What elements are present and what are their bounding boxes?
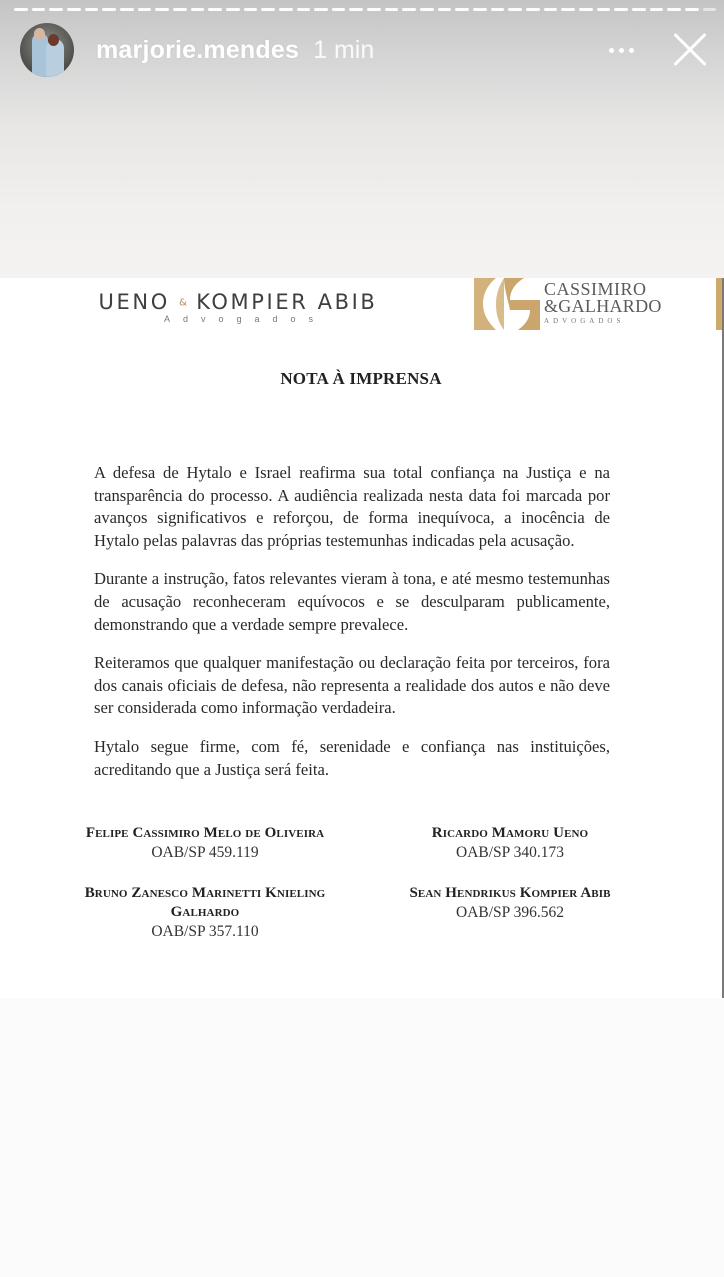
logo-ueno-kompier-abib xyxy=(93,290,383,324)
progress-segment xyxy=(261,8,275,11)
progress-segment xyxy=(120,8,134,11)
progress-segment xyxy=(385,8,399,11)
signatory-name: Ricardo Mamoru Ueno xyxy=(431,825,589,841)
progress-segment xyxy=(349,8,363,11)
avatar[interactable] xyxy=(20,23,74,77)
close-icon[interactable] xyxy=(672,32,708,68)
progress-segment xyxy=(191,8,205,11)
progress-segment xyxy=(614,8,628,11)
logo-ampersand: & xyxy=(179,297,187,309)
progress-segment xyxy=(438,8,452,11)
press-note-document xyxy=(0,278,724,998)
progress-segment xyxy=(85,8,99,11)
progress-segment xyxy=(173,8,187,11)
logo-cassimiro-galhardo xyxy=(474,278,664,330)
progress-segment xyxy=(508,8,522,11)
more-options-icon[interactable] xyxy=(609,48,634,53)
paragraph: A defesa de Hytalo e Israel reafirma sua total confiança na Justiça e na transparência do processo. A audiência realizada nesta data foi marcada por avanços significativos e reforçou, de forma inequívoca, a inocência de Hytalo pelas palavras das próprias testemunhas indicadas pela acusação. xyxy=(94,463,610,550)
progress-segment xyxy=(32,8,46,11)
progress-segment xyxy=(703,8,717,11)
signatory-oab: OAB/SP 340.173 xyxy=(456,844,564,861)
progress-segment xyxy=(138,8,152,11)
progress-segment xyxy=(491,8,505,11)
progress-segment xyxy=(455,8,469,11)
progress-segment xyxy=(402,8,416,11)
signature-block xyxy=(55,884,355,942)
progress-segment xyxy=(667,8,681,11)
paragraph: Durante a instrução, fatos relevantes vieram à tona, e até mesmo testemunhas de acusação reconheceram equívocos e se desculparam publicamente, demonstrando que a verdade sempre prevalece. xyxy=(94,569,610,634)
progress-segment xyxy=(367,8,381,11)
progress-segment xyxy=(14,8,28,11)
signature-block xyxy=(60,824,350,863)
progress-segment xyxy=(279,8,293,11)
progress-segment xyxy=(49,8,63,11)
progress-segment xyxy=(632,8,646,11)
username[interactable]: marjorie.mendes xyxy=(96,35,300,64)
progress-segment xyxy=(332,8,346,11)
progress-segment xyxy=(102,8,116,11)
story-header xyxy=(20,23,710,77)
logo-text: UENO xyxy=(98,290,170,314)
progress-segment xyxy=(155,8,169,11)
paragraph: Reiteramos que qualquer manifestação ou declaração feita por terceiros, fora dos canais oficiais de defesa, não representa a realidade dos autos e não deve ser considerada como informação verdadeira. xyxy=(94,653,610,718)
logo-subtitle: Advogados xyxy=(163,314,327,324)
progress-segment xyxy=(685,8,699,11)
progress-segment xyxy=(208,8,222,11)
story-progress-bar xyxy=(14,8,716,11)
progress-segment xyxy=(420,8,434,11)
progress-segment xyxy=(526,8,540,11)
progress-segment xyxy=(579,8,593,11)
progress-segment xyxy=(297,8,311,11)
signature-block xyxy=(390,824,630,863)
signature-block xyxy=(385,884,635,923)
document-body xyxy=(94,462,610,797)
gold-accent-bar xyxy=(716,278,722,330)
signatory-name: Sean Hendrikus Kompier Abib xyxy=(409,885,611,901)
signatory-oab: OAB/SP 459.119 xyxy=(151,844,259,861)
signatory-oab: OAB/SP 357.110 xyxy=(151,923,259,940)
progress-segment xyxy=(561,8,575,11)
logo-text: &GALHARDO xyxy=(544,296,662,316)
logo-text: KOMPIER ABIB xyxy=(196,290,378,314)
progress-segment xyxy=(226,8,240,11)
progress-segment xyxy=(544,8,558,11)
signatory-name: Bruno Zanesco Marinetti Knieling Galhardo xyxy=(84,885,326,920)
progress-segment xyxy=(314,8,328,11)
progress-segment xyxy=(244,8,258,11)
cg-monogram-icon xyxy=(474,278,540,330)
paragraph: Hytalo segue firme, com fé, serenidade e confiança nas instituições, acreditando que a Justiça será feita. xyxy=(94,736,610,779)
logo-text: CASSIMIRO xyxy=(544,279,647,299)
progress-segment xyxy=(67,8,81,11)
signatory-name: Felipe Cassimiro Melo de Oliveira xyxy=(85,825,325,841)
logo-subtitle: ADVOGADOS xyxy=(544,317,625,325)
signatory-oab: OAB/SP 396.562 xyxy=(456,904,564,921)
progress-segment xyxy=(473,8,487,11)
progress-segment xyxy=(597,8,611,11)
document-title: NOTA À IMPRENSA xyxy=(280,369,442,388)
progress-segment xyxy=(650,8,664,11)
post-time: 1 min xyxy=(313,35,375,64)
